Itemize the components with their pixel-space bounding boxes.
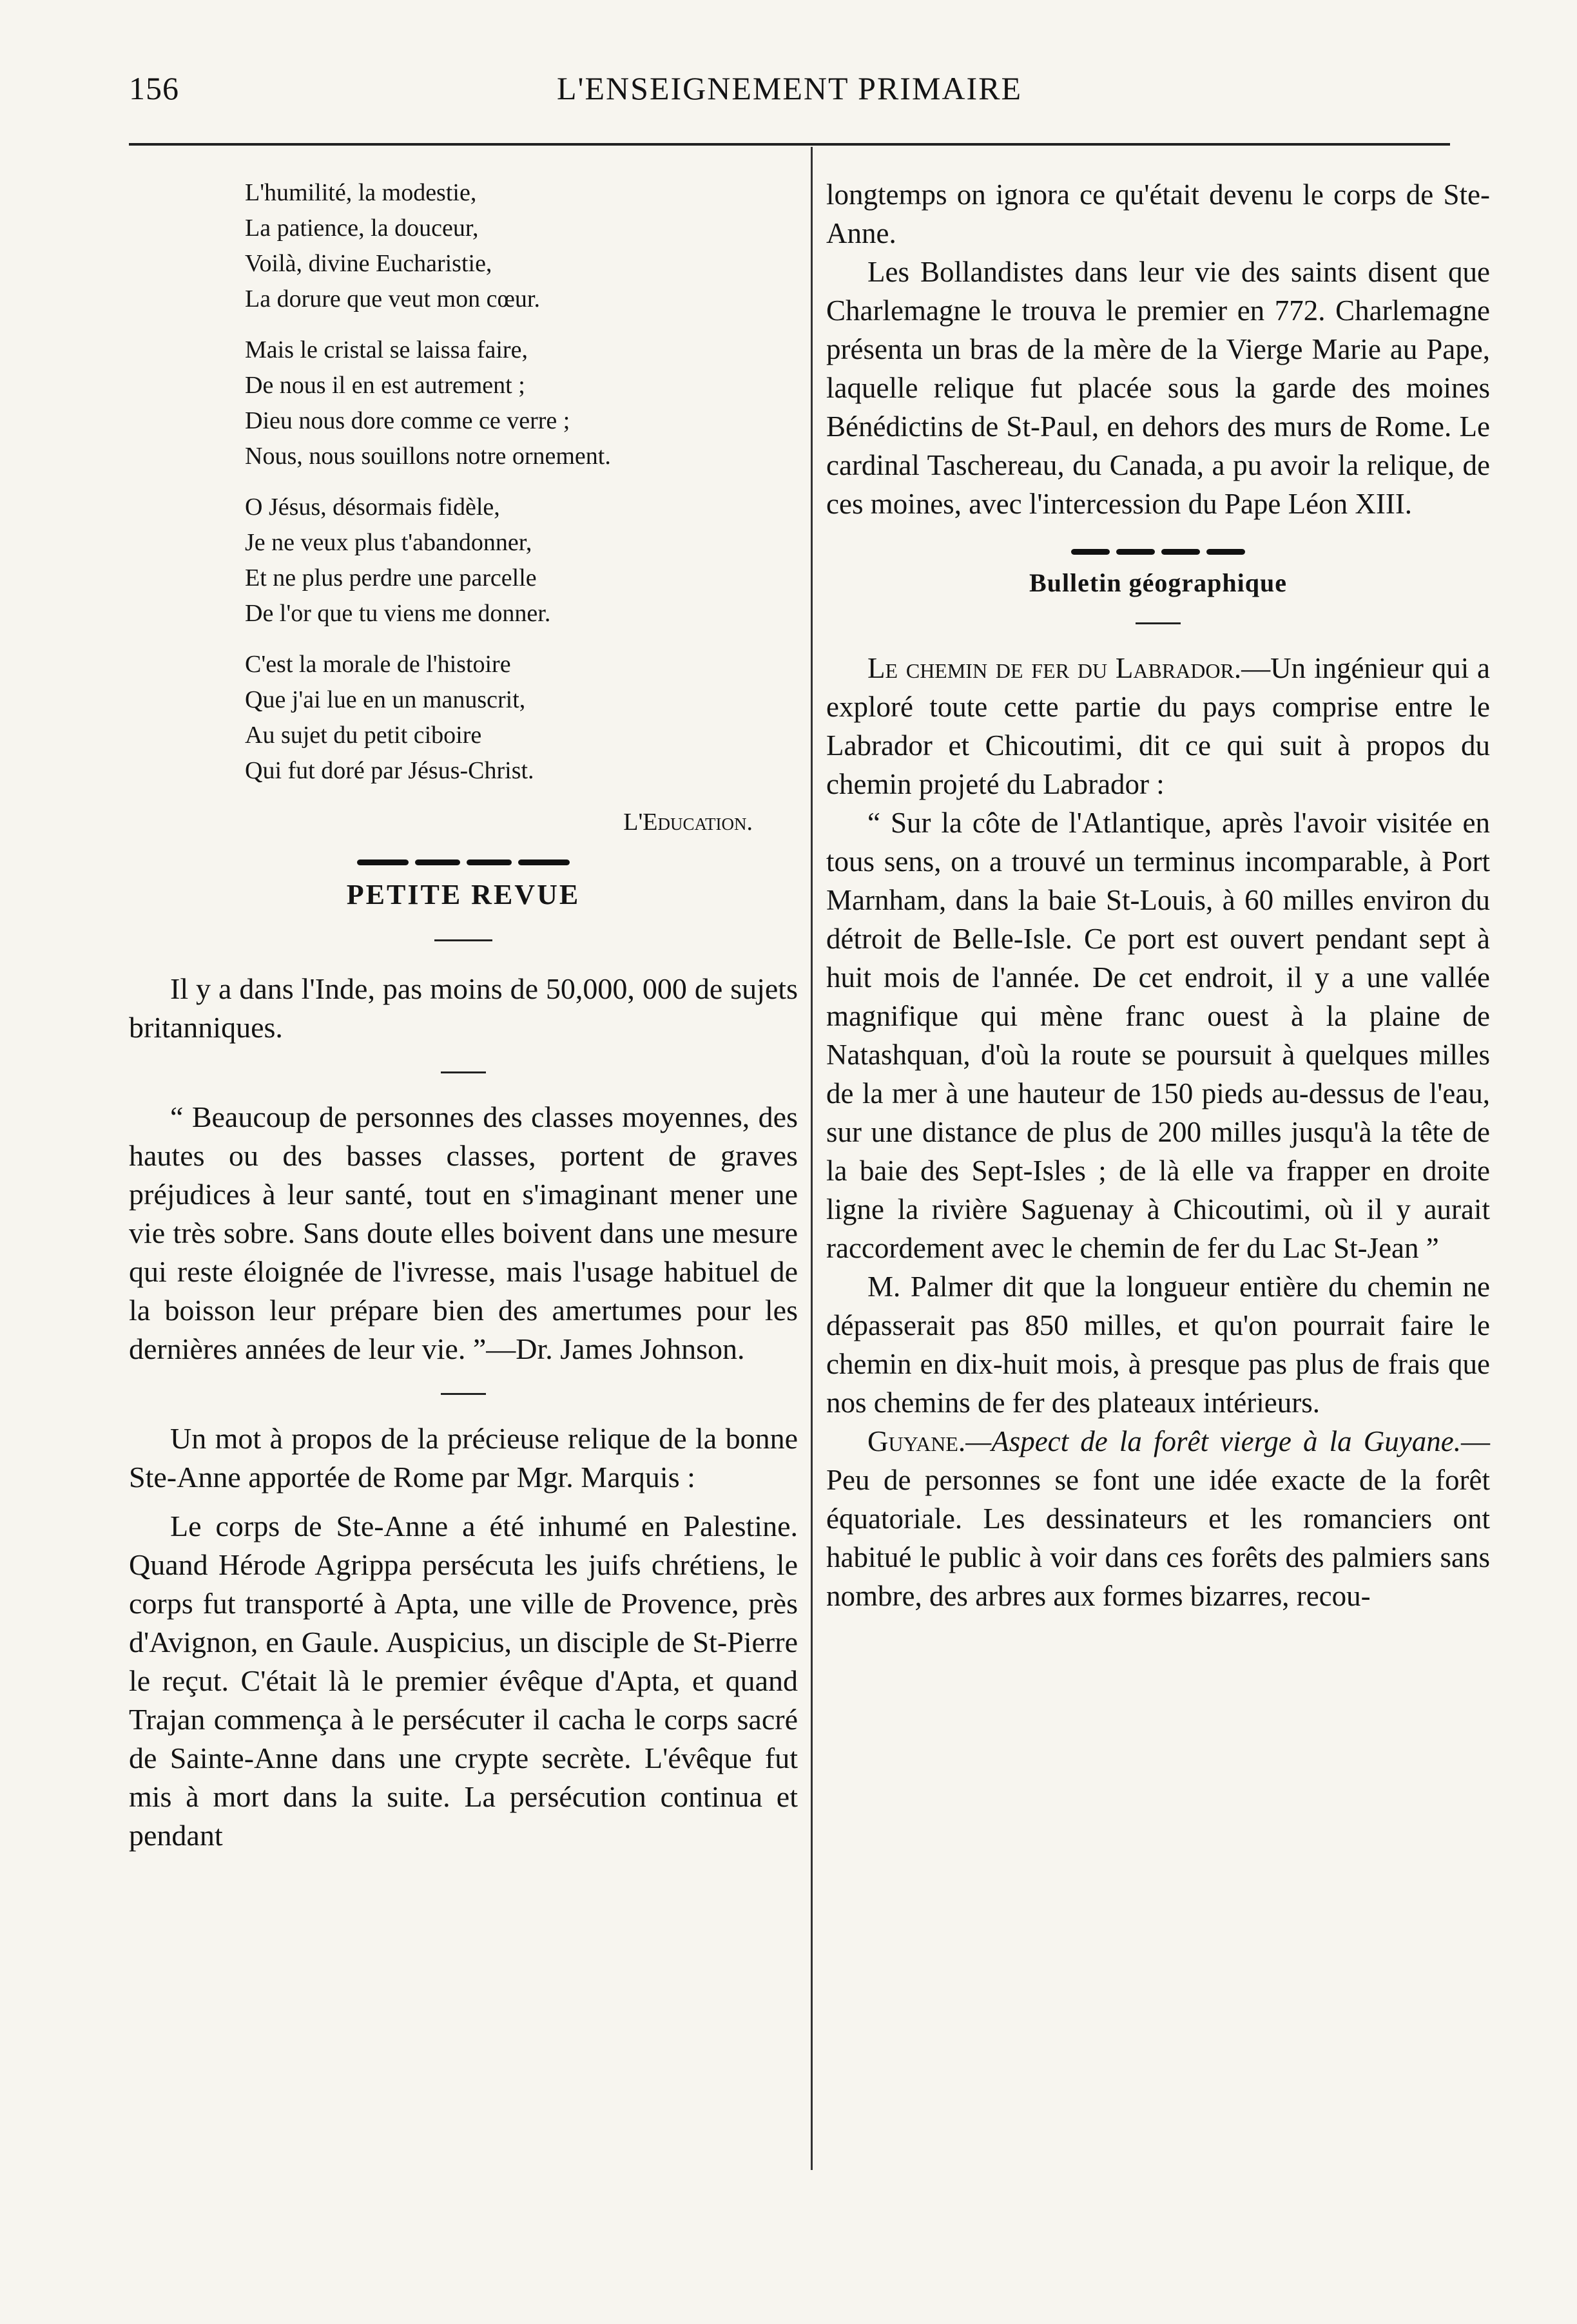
poem-line: Que j'ai lue en un manuscrit, bbox=[245, 686, 526, 713]
section-title-bulletin: Bulletin géographique bbox=[1029, 568, 1287, 597]
poem-stanza bbox=[245, 490, 798, 631]
guyane-title: —Aspect de la forêt vierge à la Guyane. bbox=[965, 1425, 1461, 1457]
paragraph-bollandistes: Les Bollandistes dans leur vie des saints disent que Charlemagne le trouva le premier en 772. Charlemagne présenta un bras de la mère de la Vierge Marie au Pape, laquelle relique fut placée sous la garde des moines Bénédictins de St-Paul, en dehors des murs de Rome. Le cardinal Taschereau, du Canada, a pu avoir la relique, de ces moines, avec l'intercession du Pape Léon XIII. bbox=[826, 256, 1490, 520]
paragraph-continued: longtemps on ignora ce qu'était devenu le corps de Ste-Anne. bbox=[826, 178, 1490, 249]
paragraph-relique-intro: Un mot à propos de la précieuse relique de la bonne Ste-Anne apportée de Rome par Mgr. Marquis : bbox=[129, 1422, 798, 1493]
separator-dash bbox=[441, 1071, 486, 1073]
section-ornament bbox=[826, 549, 1490, 555]
poem-stanza bbox=[245, 647, 798, 789]
poem-line: Qui fut doré par Jésus-Christ. bbox=[245, 757, 534, 784]
poem-stanza bbox=[245, 175, 798, 317]
paragraph-palmer: M. Palmer dit que la longueur entière du chemin ne dépasserait pas 850 milles, et qu'on pourrait faire le chemin en dix-huit mois, à presque pas plus de frais que nos chemins de fer des plateaux intérieurs. bbox=[826, 1271, 1490, 1419]
paragraph-inde: Il y a dans l'Inde, pas moins de 50,000, 000 de sujets britanniques. bbox=[129, 972, 798, 1044]
poem-line: Dieu nous dore comme ce verre ; bbox=[245, 407, 570, 434]
poem-line: L'humilité, la modestie, bbox=[245, 179, 477, 206]
poem bbox=[245, 175, 798, 789]
running-title: L'ENSEIGNEMENT PRIMAIRE bbox=[556, 70, 1023, 106]
right-column bbox=[826, 175, 1490, 1615]
separator-dash bbox=[434, 939, 492, 941]
labrador-text: —Un ingénieur qui a exploré toute cette partie du pays comprise entre le Labrador et Chicoutimi, dit ce qui suit à propos du chemin projeté du Labrador : bbox=[826, 652, 1490, 800]
poem-line: O Jésus, désormais fidèle, bbox=[245, 494, 500, 521]
page-header bbox=[129, 70, 1450, 121]
poem-stanza bbox=[245, 332, 798, 474]
poem-line: De nous il en est autrement ; bbox=[245, 372, 525, 399]
poem-line: Au sujet du petit ciboire bbox=[245, 722, 482, 749]
separator-dash bbox=[441, 1393, 486, 1395]
poem-line: Je ne veux plus t'abandonner, bbox=[245, 529, 532, 556]
poem-line: C'est la morale de l'histoire bbox=[245, 651, 511, 678]
poem-line: La patience, la douceur, bbox=[245, 215, 479, 242]
section-title-petite-revue: PETITE REVUE bbox=[346, 879, 581, 910]
poem-line: La dorure que veut mon cœur. bbox=[245, 285, 540, 312]
paragraph-johnson: “ Beaucoup de personnes des classes moyennes, des hautes ou des basses classes, portent de graves préjudices à leur santé, tout en s'imaginant mener une vie très sobre. Sans doute elles boivent dans une mesure qui reste éloignée de l'ivresse, mais l'usage habituel de la boisson leur prépare bien des amertumes pour les dernières années de leur vie. ”—Dr. James Johnson. bbox=[129, 1100, 798, 1365]
guyane-lead: Guyane. bbox=[867, 1425, 966, 1457]
header-rule bbox=[129, 143, 1450, 146]
poem-line: Nous, nous souillons notre ornement. bbox=[245, 443, 611, 470]
poem-line: Et ne plus perdre une parcelle bbox=[245, 564, 537, 591]
guyane-text: —Peu de personnes se font une idée exacte de la forêt équatoriale. Les dessinateurs et les romanciers ont habitué le public à voir dans ces forêts des palmiers sans nombre, des arbres aux formes bizarres, recou- bbox=[826, 1425, 1490, 1612]
separator-dash bbox=[1136, 622, 1181, 624]
column-divider bbox=[811, 147, 813, 2170]
page-number: 156 bbox=[129, 70, 179, 106]
section-ornament bbox=[129, 859, 798, 865]
labrador-lead: Le chemin de fer du Labrador. bbox=[867, 652, 1242, 684]
left-column bbox=[129, 175, 798, 1855]
poem-line: Mais le cristal se laissa faire, bbox=[245, 336, 528, 363]
poem-line: De l'or que tu viens me donner. bbox=[245, 600, 551, 627]
paragraph-labrador bbox=[826, 649, 1490, 803]
paragraph-guyane bbox=[826, 1422, 1490, 1615]
paragraph-ste-anne: Le corps de Ste-Anne a été inhumé en Palestine. Quand Hérode Agrippa persécuta les juifs chrétiens, le corps fut transporté à Apta, une ville de Provence, près d'Avignon, en Gaule. Auspicius, un disciple de St-Pierre le reçut. C'était là le premier évêque d'Apta, et quand Trajan commença à le persécuter il cacha le corps sacré de Sainte-Anne dans une crypte secrète. L'évêque fut mis à mort dans la suite. La persécution continua et pendant bbox=[129, 1510, 798, 1852]
paragraph-labrador-quote: “ Sur la côte de l'Atlantique, après l'avoir visitée en tous sens, on a trouvé un terminus incomparable, à Port Marnham, dans la baie St-Louis, à 60 milles environ du détroit de Belle-Isle. Ce port est ouvert pendant sept à huit mois de l'année. De cet endroit, il y a une vallée magnifique qui mène franc ouest à la plaine de Natashquan, d'où la route se poursuit à quelques milles de la mer à une hauteur de 150 pieds au-dessus de l'eau, sur une distance de plus de 200 milles jusqu'à la tête de la baie des Sept-Isles ; de là elle va frapper en droite ligne la rivière Saguenay à Chicoutimi, où il y aurait raccordement avec le chemin de fer du Lac St-Jean ” bbox=[826, 807, 1490, 1264]
poem-source: L'Education. bbox=[623, 809, 753, 836]
poem-line: Voilà, divine Eucharistie, bbox=[245, 250, 492, 277]
